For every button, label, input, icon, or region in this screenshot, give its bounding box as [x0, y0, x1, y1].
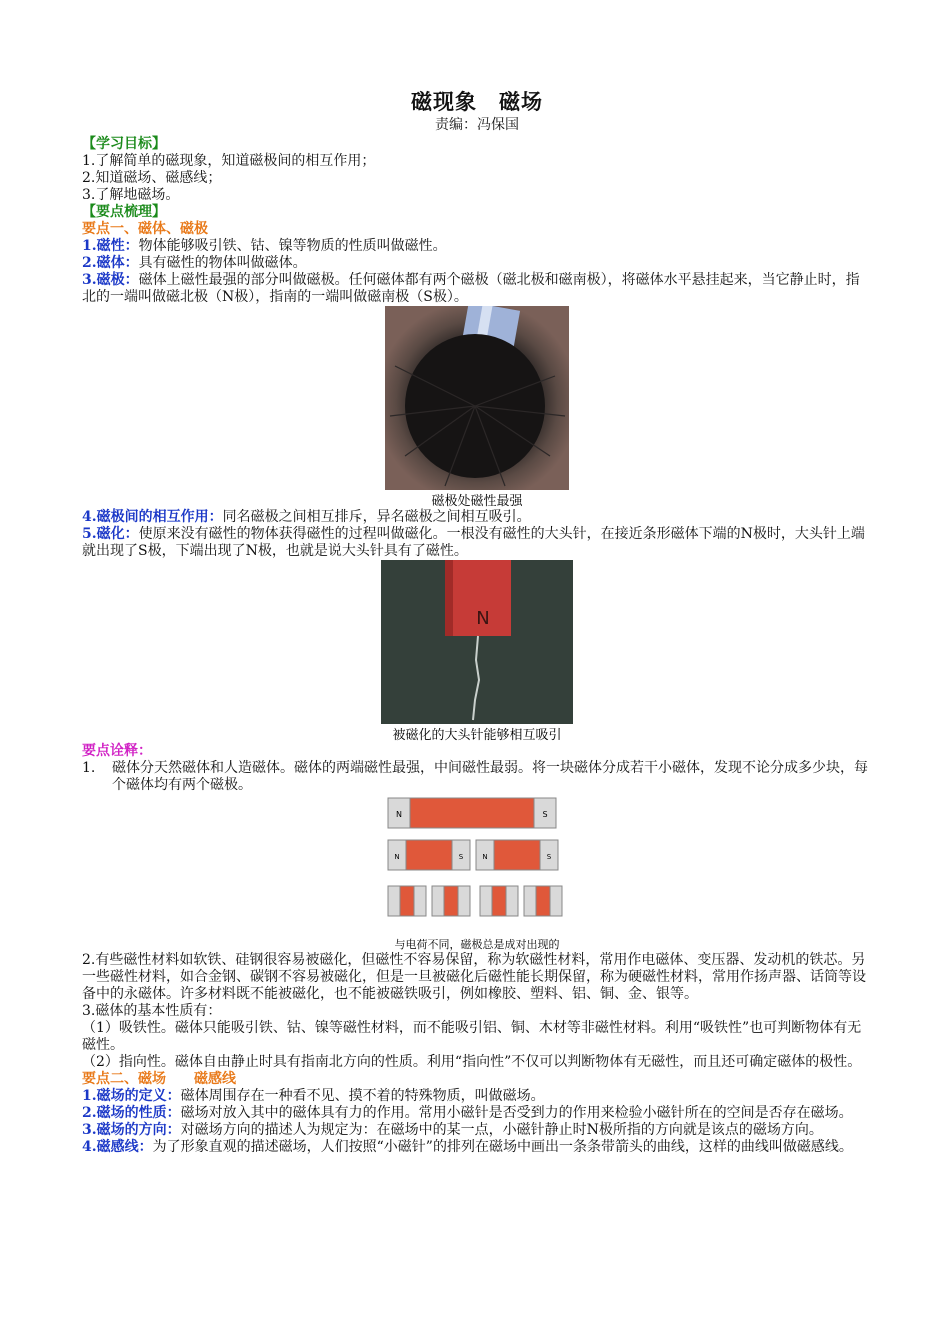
- magnet-whole: [388, 798, 556, 828]
- explain-item-3a: （1）吸铁性。磁体只能吸引铁、钴、镍等磁性材料，而不能吸引铝、铜、木材等非磁性材料。利用“吸铁性”也可判断物体有无磁性。: [82, 1020, 862, 1053]
- svg-text:N: N: [482, 853, 488, 861]
- point1-heading: 要点一、磁体、磁极: [82, 221, 208, 237]
- objective-item: 2.知道磁场、磁感线；: [82, 170, 222, 186]
- term: 2.磁体：: [82, 255, 139, 271]
- explain-item-2: 2.有些磁性材料如软铁、硅钢很容易被磁化，但磁性不容易保留，称为软磁性材料，常用作电磁体、变压器、发动机的铁芯。另一些磁性材料，如合金钢、碳钢不容易被磁化，但是一旦被磁化后磁性能长期保留，称为硬磁性材料，常用作扬声器、话筒等设备中的永磁体。许多材料既不能被磁化，也不能被磁铁吸引，例如橡胶、塑料、铝、铜、金、银等。: [82, 952, 866, 1002]
- definition-interaction: [82, 509, 872, 526]
- objective-item: 3.了解地磁场。: [82, 187, 180, 203]
- explain-item-1: [82, 760, 872, 794]
- svg-text:N: N: [394, 853, 400, 861]
- term: 3.磁场的方向：: [82, 1122, 181, 1138]
- definition-text: 为了形象直观的描述磁场，人们按照“小磁针”的排列在磁场中画出一条条带箭头的曲线，这样的曲线叫做磁感线。: [152, 1139, 853, 1155]
- svg-text:N: N: [396, 810, 402, 819]
- item-number: 1.: [82, 760, 96, 776]
- item-text: 磁体分天然磁体和人造磁体。磁体的两端磁性最强，中间磁性最弱。将一块磁体分成若干小磁体，发现不论分成多少块，每个磁体均有两个磁极。: [112, 760, 868, 793]
- figure-caption: 被磁化的大头针能够相互吸引: [392, 728, 562, 743]
- objective-item: 1.了解简单的磁现象，知道磁极间的相互作用；: [82, 153, 376, 169]
- magnets-diagram: [382, 794, 572, 936]
- objectives-heading: 【学习目标】: [82, 136, 166, 152]
- definition-text: 具有磁性的物体叫做磁体。: [138, 255, 307, 271]
- svg-text:S: S: [546, 853, 552, 861]
- definition-text: 对磁场方向的描述人为规定为：在磁场中的某一点，小磁针静止时N极所指的方向就是该点的磁场方向。: [180, 1122, 823, 1138]
- figure-magnetized-pin: [381, 560, 573, 743]
- definition-text: 同名磁极之间相互排斥，异名磁极之间相互吸引。: [222, 509, 531, 525]
- term: 4.磁极间的相互作用：: [82, 509, 223, 525]
- definition-magnet: [82, 255, 872, 272]
- figure-magnet-filings: [385, 306, 569, 509]
- explain-item-3: 3.磁体的基本性质有：: [82, 1003, 222, 1019]
- definition-text: 使原来没有磁性的物体获得磁性的过程叫做磁化。一根没有磁性的大头针，在接近条形磁体下端的N极时，大头针上端就出现了S极，下端出现了N极，也就是说大头针具有了磁性。: [82, 526, 865, 559]
- definition-text: 磁场对放入其中的磁体具有力的作用。常用小磁针是否受到力的作用来检验小磁针所在的空间是否存在磁场。: [180, 1105, 853, 1121]
- page-title: 磁现象 磁场: [411, 90, 543, 114]
- term: 2.磁场的性质：: [82, 1105, 181, 1121]
- pole-n-label: N: [476, 608, 490, 629]
- term: 1.磁场的定义：: [82, 1088, 181, 1104]
- pin-photo: [381, 560, 573, 724]
- definition-magnetism: [82, 238, 872, 255]
- definition-field-direction: [82, 1122, 872, 1139]
- figure-caption: 磁极处磁性最强: [431, 494, 523, 509]
- explain-item-3b: （2）指向性。磁体自由静止时具有指南北方向的性质。利用“指向性”不仅可以判断物体有无磁性，而且还可确定磁体的极性。: [82, 1054, 862, 1070]
- term: 4.磁感线：: [82, 1139, 153, 1155]
- definition-magnetization: [82, 526, 872, 560]
- figure-caption: 与电荷不同，磁极总是成对出现的: [394, 938, 560, 951]
- definition-field-property: [82, 1105, 872, 1122]
- figure-broken-magnets: [382, 794, 572, 952]
- point2-heading: 要点二、磁场 磁感线: [82, 1071, 236, 1087]
- definition-pole: [82, 272, 872, 306]
- definition-field: [82, 1088, 872, 1105]
- definition-text: 磁体周围存在一种看不见、摸不着的特殊物质，叫做磁场。: [180, 1088, 545, 1104]
- svg-text:S: S: [458, 853, 464, 861]
- term: 5.磁化：: [82, 526, 139, 542]
- definition-text: 磁体上磁性最强的部分叫做磁极。任何磁体都有两个磁极（磁北极和磁南极），将磁体水平悬挂起来，当它静止时，指北的一端叫做磁北极（N极），指南的一端叫做磁南极（S极）。: [82, 272, 860, 305]
- definition-text: 物体能够吸引铁、钴、镍等物质的性质叫做磁性。: [138, 238, 447, 254]
- document-page: [82, 88, 872, 1156]
- author-line: 责编：冯保国: [435, 117, 519, 133]
- svg-text:S: S: [542, 810, 548, 819]
- term: 1.磁性：: [82, 238, 139, 254]
- definition-field-lines: [82, 1139, 872, 1156]
- summary-heading: 【要点梳理】: [82, 204, 166, 220]
- explain-heading: 要点诠释：: [82, 743, 152, 759]
- filings-photo: [385, 306, 569, 490]
- term: 3.磁极：: [82, 272, 139, 288]
